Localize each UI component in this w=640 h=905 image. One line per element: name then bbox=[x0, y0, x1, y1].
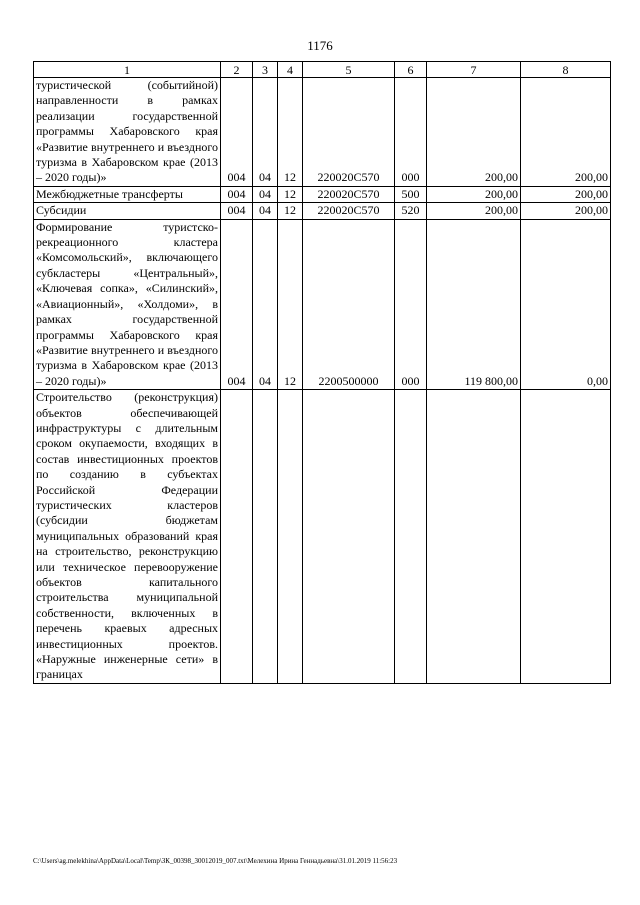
row-name: Формирование туристско-рекреационного кластера «Комсомольский», включающего субкластеры «Центральный», «Ключевая сопка», «Силинский», «Авиационный», «Холдоми», в рамках государственной программы Хабаровского края «Развитие внутреннего и въездного туризма в Хабаровском крае (2013 – 2020 годы)» bbox=[34, 219, 221, 389]
row-name: Субсидии bbox=[34, 203, 221, 219]
row-amount-1 bbox=[427, 390, 521, 684]
row-ministry-code bbox=[221, 390, 253, 684]
header-col-4: 4 bbox=[278, 62, 303, 78]
row-target-code bbox=[303, 390, 395, 684]
row-target-code: 2200500000 bbox=[303, 219, 395, 389]
header-col-7: 7 bbox=[427, 62, 521, 78]
row-expense-type: 000 bbox=[395, 78, 427, 187]
row-amount-2: 200,00 bbox=[521, 186, 611, 202]
header-col-6: 6 bbox=[395, 62, 427, 78]
row-amount-2: 0,00 bbox=[521, 219, 611, 389]
row-amount-2: 200,00 bbox=[521, 203, 611, 219]
table-row bbox=[34, 219, 611, 389]
row-amount-1: 200,00 bbox=[427, 186, 521, 202]
header-row bbox=[34, 62, 611, 78]
row-name: туристической (событийной) направленности в рамках реализации государственной программы Хабаровского края «Развитие внутреннего и въездного туризма в Хабаровском крае (2013 – 2020 годы)» bbox=[34, 78, 221, 187]
row-subsection-code: 12 bbox=[278, 186, 303, 202]
row-subsection-code: 12 bbox=[278, 203, 303, 219]
row-amount-1: 200,00 bbox=[427, 78, 521, 187]
row-ministry-code: 004 bbox=[221, 203, 253, 219]
header-col-2: 2 bbox=[221, 62, 253, 78]
table-row bbox=[34, 78, 611, 187]
header-col-1: 1 bbox=[34, 62, 221, 78]
row-section-code: 04 bbox=[253, 78, 278, 187]
row-section-code: 04 bbox=[253, 219, 278, 389]
budget-table bbox=[33, 61, 611, 684]
row-amount-1: 200,00 bbox=[427, 203, 521, 219]
row-section-code: 04 bbox=[253, 203, 278, 219]
row-subsection-code: 12 bbox=[278, 219, 303, 389]
page-number: 1176 bbox=[307, 38, 333, 53]
row-section-code bbox=[253, 390, 278, 684]
row-section-code: 04 bbox=[253, 186, 278, 202]
row-name: Строительство (реконструкция) объектов обеспечивающей инфраструктуры с длительным сроком окупаемости, входящих в состав инвестиционных проектов по созданию в субъектах Российской Федерации туристических кластеров (субсидии бюджетам муниципальных образований края на строительство, реконструкцию или техническое перевооружение объектов капитального строительства муниципальной собственности, включенных в перечень краевых адресных инвестиционных проектов. «Наружные инженерные сети» в границах bbox=[34, 390, 221, 684]
file-path-footer: C:\Users\ag.melekhina\AppData\Local\Temp\ЗК_00398_30012019_007.txt\Мелехина Ирина Геннадьевна\31.01.2019 11:56:23 bbox=[33, 857, 398, 865]
row-subsection-code: 12 bbox=[278, 78, 303, 187]
row-amount-2 bbox=[521, 390, 611, 684]
row-ministry-code: 004 bbox=[221, 219, 253, 389]
row-subsection-code bbox=[278, 390, 303, 684]
row-expense-type bbox=[395, 390, 427, 684]
table-row bbox=[34, 186, 611, 202]
row-ministry-code: 004 bbox=[221, 186, 253, 202]
row-amount-2: 200,00 bbox=[521, 78, 611, 187]
header-col-8: 8 bbox=[521, 62, 611, 78]
row-name: Межбюджетные трансферты bbox=[34, 186, 221, 202]
header-col-3: 3 bbox=[253, 62, 278, 78]
row-expense-type: 000 bbox=[395, 219, 427, 389]
row-expense-type: 520 bbox=[395, 203, 427, 219]
row-amount-1: 119 800,00 bbox=[427, 219, 521, 389]
row-target-code: 220020С570 bbox=[303, 78, 395, 187]
table-row bbox=[34, 203, 611, 219]
row-expense-type: 500 bbox=[395, 186, 427, 202]
row-target-code: 220020С570 bbox=[303, 203, 395, 219]
table-row bbox=[34, 390, 611, 684]
header-col-5: 5 bbox=[303, 62, 395, 78]
row-target-code: 220020С570 bbox=[303, 186, 395, 202]
row-ministry-code: 004 bbox=[221, 78, 253, 187]
